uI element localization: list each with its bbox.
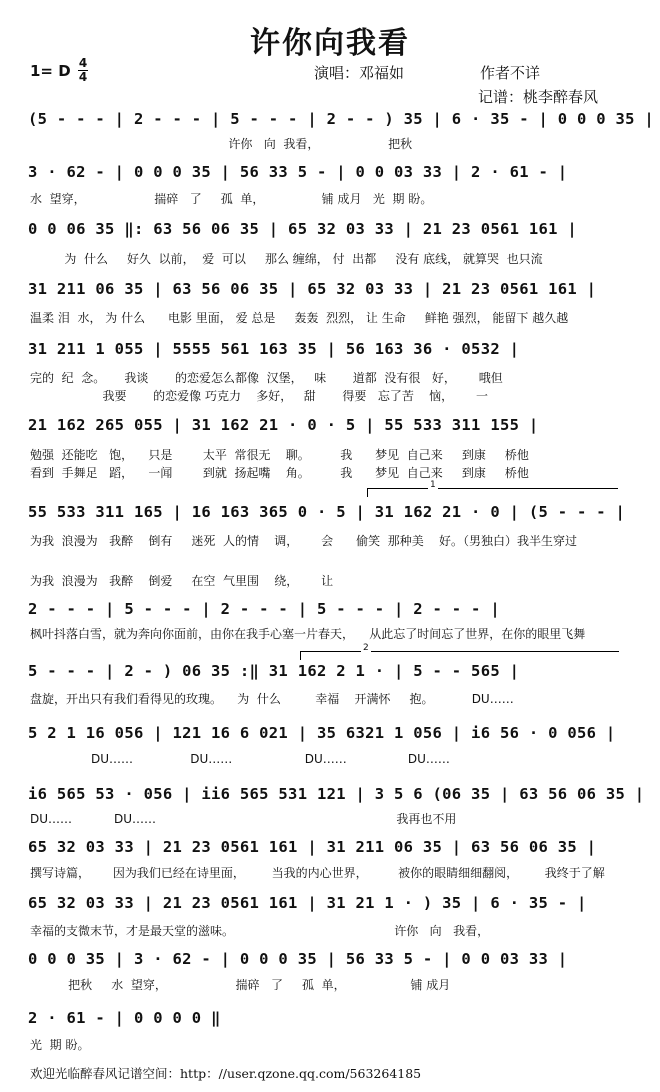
notation-row: 2 · 61 - | 0 0 0 0 ‖ bbox=[28, 1009, 221, 1027]
notation-row: 0 0 06 35 ‖: 63 56 06 35 | 65 32 03 33 | 21 23 0561 161 | bbox=[28, 220, 578, 238]
notation-row: 21 162 265 055 | 31 162 21 · 0 · 5 | 55 533 311 155 | bbox=[28, 416, 539, 434]
volta-1-label: 1 bbox=[430, 480, 436, 490]
lyric-line: 撰写诗篇， 因为我们已经在诗里面， 当我的内心世界， 被你的眼睛细细翻阅， 我终于了解 bbox=[30, 866, 605, 880]
volta-2-bracket bbox=[300, 643, 619, 660]
lyric-line: 为我 浪漫为 我醉 倒有 迷死 人的情 调， 会 偷笑 那种美 好。（男独白）我半生穿过 bbox=[30, 534, 577, 548]
notation-row: 31 211 1 055 | 5555 561 163 35 | 56 163 36 · 0532 | bbox=[28, 340, 520, 358]
notation-row: 5 2 1 16 056 | 121 16 6 021 | 35 6321 1 056 | i6 56 · 0 056 | bbox=[28, 724, 616, 742]
notation-row: 3 · 62 - | 0 0 0 35 | 56 33 5 - | 0 0 03 33 | 2 · 61 - | bbox=[28, 163, 568, 181]
notation-row: 65 32 03 33 | 21 23 0561 161 | 31 211 06 35 | 63 56 06 35 | bbox=[28, 838, 597, 856]
lyric-line: 看到 手舞足 蹈， 一闻 到就 扬起嘴 角。 我 梦见 自己来 到康 桥他 bbox=[30, 466, 529, 480]
notation-row: (5 - - - | 2 - - - | 5 - - - | 2 - - ) 35 | 6 · 35 - | 0 0 0 35 | bbox=[28, 110, 655, 128]
lyric-line: 光 期 盼。 bbox=[30, 1038, 90, 1052]
lyric-line: 勉强 还能吃 饱， 只是 太平 常很无 聊。 我 梦见 自己来 到康 桥他 bbox=[30, 448, 529, 462]
song-title: 许你向我看 bbox=[250, 26, 410, 61]
lyric-line: 枫叶抖落白雪，就为奔向你面前，由你在我手心塞一片春天， 从此忘了时间忘了世界，在你的眼里飞舞 bbox=[30, 627, 586, 641]
lyric-line: 完的 纪 念。 我谈 的恋爱怎么都像 汉堡， 味 道都 没有很 好， 哦但 bbox=[30, 371, 503, 385]
notation-row: 31 211 06 35 | 63 56 06 35 | 65 32 03 33 | 21 23 0561 161 | bbox=[28, 280, 597, 298]
key-signature: 1= D bbox=[30, 62, 71, 80]
volta-2-label: 2 bbox=[363, 643, 369, 653]
notation-row: 65 32 03 33 | 21 23 0561 161 | 31 21 1 · ) 35 | 6 · 35 - | bbox=[28, 894, 587, 912]
notation-row: 5 - - - | 2 - ) 06 35 :‖ 31 162 2 1 · | 5 - - 565 | bbox=[28, 662, 520, 680]
footer-link-text: 欢迎光临醉春风记谱空间：http：//user.qzone.qq.com/563264185 bbox=[30, 1066, 422, 1081]
lyric-line: 幸福的支微末节，才是最天堂的滋味。 许你 向 我看， bbox=[30, 924, 490, 938]
lyric-line: 为 什么 好久 以前， 爱 可以 那么 缠绵， 付 出都 没有 底线， 就算哭 也只流 bbox=[30, 252, 543, 266]
lyric-line: 把秋 水 望穿， 揣碎 了 孤 单， 铺 成月 bbox=[30, 978, 451, 992]
time-bottom: 4 bbox=[78, 70, 88, 84]
transcriber: 记谱：桃李醉春风 bbox=[478, 88, 599, 106]
lyric-line: DU…… DU…… DU…… DU…… bbox=[30, 752, 450, 766]
lyric-line: 盘旋，开出只有我们看得见的玫瑰。 为 什么 幸福 开满怀 抱。 DU…… bbox=[30, 692, 514, 706]
volta-1-bracket bbox=[367, 480, 618, 497]
lyric-line: 水 望穿， 揣碎 了 孤 单， 铺 成月 光 期 盼。 bbox=[30, 192, 433, 206]
lyric-line: 为我 浪漫为 我醉 倒爱 在空 气里围 绕， 让 bbox=[30, 574, 334, 588]
notation-row: 0 0 0 35 | 3 · 62 - | 0 0 0 35 | 56 33 5 - | 0 0 03 33 | bbox=[28, 950, 568, 968]
notation-row: 2 - - - | 5 - - - | 2 - - - | 5 - - - | 2 - - - | bbox=[28, 600, 500, 618]
singer: 演唱：邓福如 bbox=[314, 64, 405, 82]
lyric-line: 温柔 泪 水， 为 什么 电影 里面， 爱 总是 轰轰 烈烈， 让 生命 鲜艳 强烈， 能留下 越久越 bbox=[30, 311, 569, 325]
lyric-line: DU…… DU…… 我再也不用 bbox=[30, 812, 457, 826]
lyric-line: 许你 向 我看， 把秋 bbox=[30, 137, 413, 151]
author: 作者不详 bbox=[480, 64, 541, 82]
notation-row: 55 533 311 165 | 16 163 365 0 · 5 | 31 162 21 · 0 | (5 - - - | bbox=[28, 503, 626, 521]
time-top: 4 bbox=[78, 56, 88, 70]
time-signature bbox=[78, 58, 88, 83]
lyric-line: 我要 的恋爱像 巧克力 多好， 甜 得要 忘了苦 恼， 一 bbox=[30, 389, 488, 403]
notation-row: i6 565 53 · 056 | ii6 565 531 121 | 3 5 6 (06 35 | 63 56 06 35 | bbox=[28, 785, 645, 803]
